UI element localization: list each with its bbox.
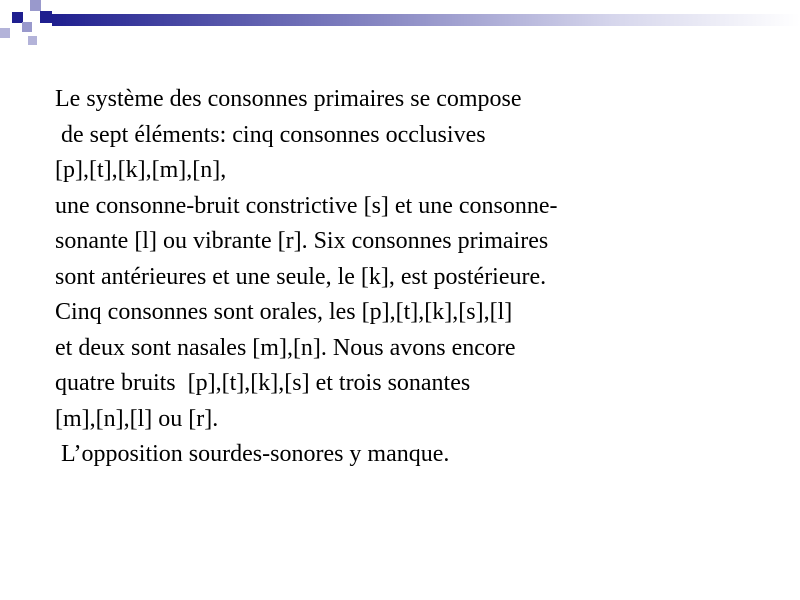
- text-line: quatre bruits [p],[t],[k],[s] et trois sonantes: [55, 370, 471, 396]
- text-line: [m],[n],[l] ou [r].: [55, 405, 219, 432]
- deco-square-light-2: [22, 22, 32, 32]
- text-line: Le système des consonnes primaires se compose: [55, 86, 522, 112]
- text-line: sonante [l] ou vibrante [r]. Six consonnes primaires: [55, 228, 549, 254]
- text-line: L’opposition sourdes-sonores y manque.: [55, 441, 450, 467]
- text-line: une consonne-bruit constrictive [s] et une consonne-: [55, 192, 558, 219]
- deco-square-light-3: [0, 28, 10, 38]
- decorative-gradient-bar: [52, 14, 800, 26]
- deco-square-light-4: [28, 36, 37, 45]
- text-line: de sept éléments: cinq consonnes occlusives: [55, 121, 486, 148]
- text-line: Cinq consonnes sont orales, les [p],[t],[k],[s],[l]: [55, 299, 513, 325]
- text-line: [p],[t],[k],[m],[n],: [55, 157, 227, 183]
- text-line: sont antérieures et une seule, le [k], est postérieure.: [55, 263, 547, 290]
- text-line: et deux sont nasales [m],[n]. Nous avons encore: [55, 334, 516, 361]
- deco-square-light-1: [30, 0, 41, 11]
- body-text: [55, 82, 775, 473]
- deco-square-dark-2: [40, 11, 52, 23]
